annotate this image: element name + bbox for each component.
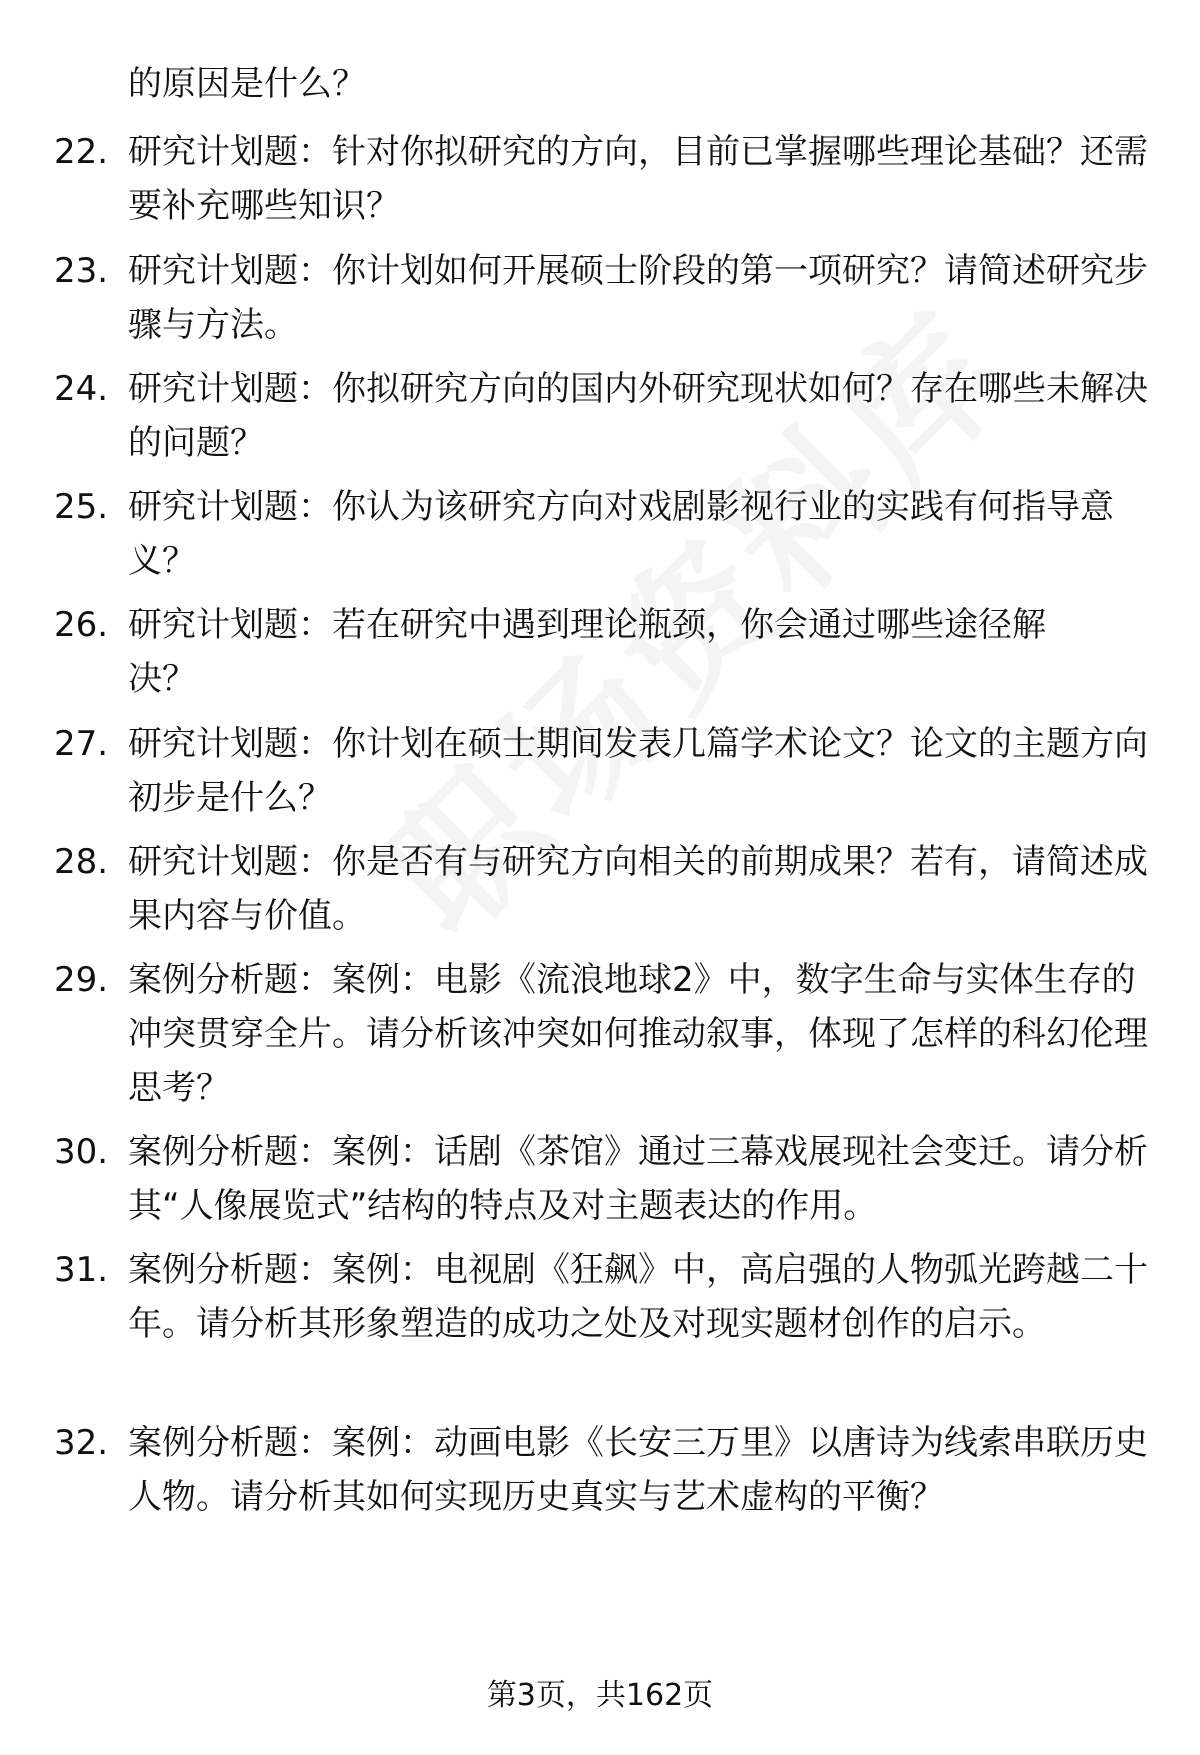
question-number: 29.	[54, 960, 109, 1000]
question-text: 研究计划题：你是否有与研究方向相关的前期成果？若有，请简述成果内容与价值。	[128, 842, 1148, 936]
question-number: 30.	[54, 1132, 109, 1172]
question-text: 案例分析题：案例：动画电影《长安三万里》以唐诗为线索串联历史人物。请分析其如何实现历史真实与艺术虚构的平衡？	[128, 1423, 1148, 1517]
question-number: 31.	[54, 1250, 109, 1290]
question-number: 24.	[54, 369, 109, 409]
question-text: 案例分析题：案例：话剧《茶馆》通过三幕戏展现社会变迁。请分析其“人像展览式”结构的特点及对主题表达的作用。	[128, 1132, 1148, 1226]
question-number: 28.	[54, 842, 109, 882]
question-text: 研究计划题：你计划在硕士期间发表几篇学术论文？论文的主题方向初步是什么？	[128, 724, 1148, 818]
question-number: 27.	[54, 724, 109, 764]
question-number: 23.	[54, 251, 109, 291]
question-text: 研究计划题：针对你拟研究的方向，目前已掌握哪些理论基础？还需要补充哪些知识？	[128, 132, 1148, 226]
question-number: 32.	[54, 1423, 109, 1463]
question-text: 研究计划题：你认为该研究方向对戏剧影视行业的实践有何指导意义？	[128, 487, 1114, 581]
continued-question-text: 的原因是什么？	[128, 64, 366, 104]
question-text: 研究计划题：你拟研究方向的国内外研究现状如何？存在哪些未解决的问题？	[128, 369, 1148, 463]
page-footer: 第3页，共162页	[486, 1678, 714, 1713]
question-text: 研究计划题：你计划如何开展硕士阶段的第一项研究？请简述研究步骤与方法。	[128, 251, 1148, 345]
question-text: 案例分析题：案例：电影《流浪地球2》中，数字生命与实体生存的冲突贯穿全片。请分析该冲突如何推动叙事，体现了怎样的科幻伦理思考？	[128, 960, 1148, 1108]
question-number: 25.	[54, 487, 109, 527]
question-text: 案例分析题：案例：电视剧《狂飙》中，高启强的人物弧光跨越二十年。请分析其形象塑造的成功之处及对现实题材创作的启示。	[128, 1250, 1148, 1344]
question-number: 26.	[54, 605, 109, 645]
question-text: 研究计划题：若在研究中遇到理论瓶颈，你会通过哪些途径解决？	[128, 605, 1046, 699]
question-number: 22.	[54, 132, 109, 172]
